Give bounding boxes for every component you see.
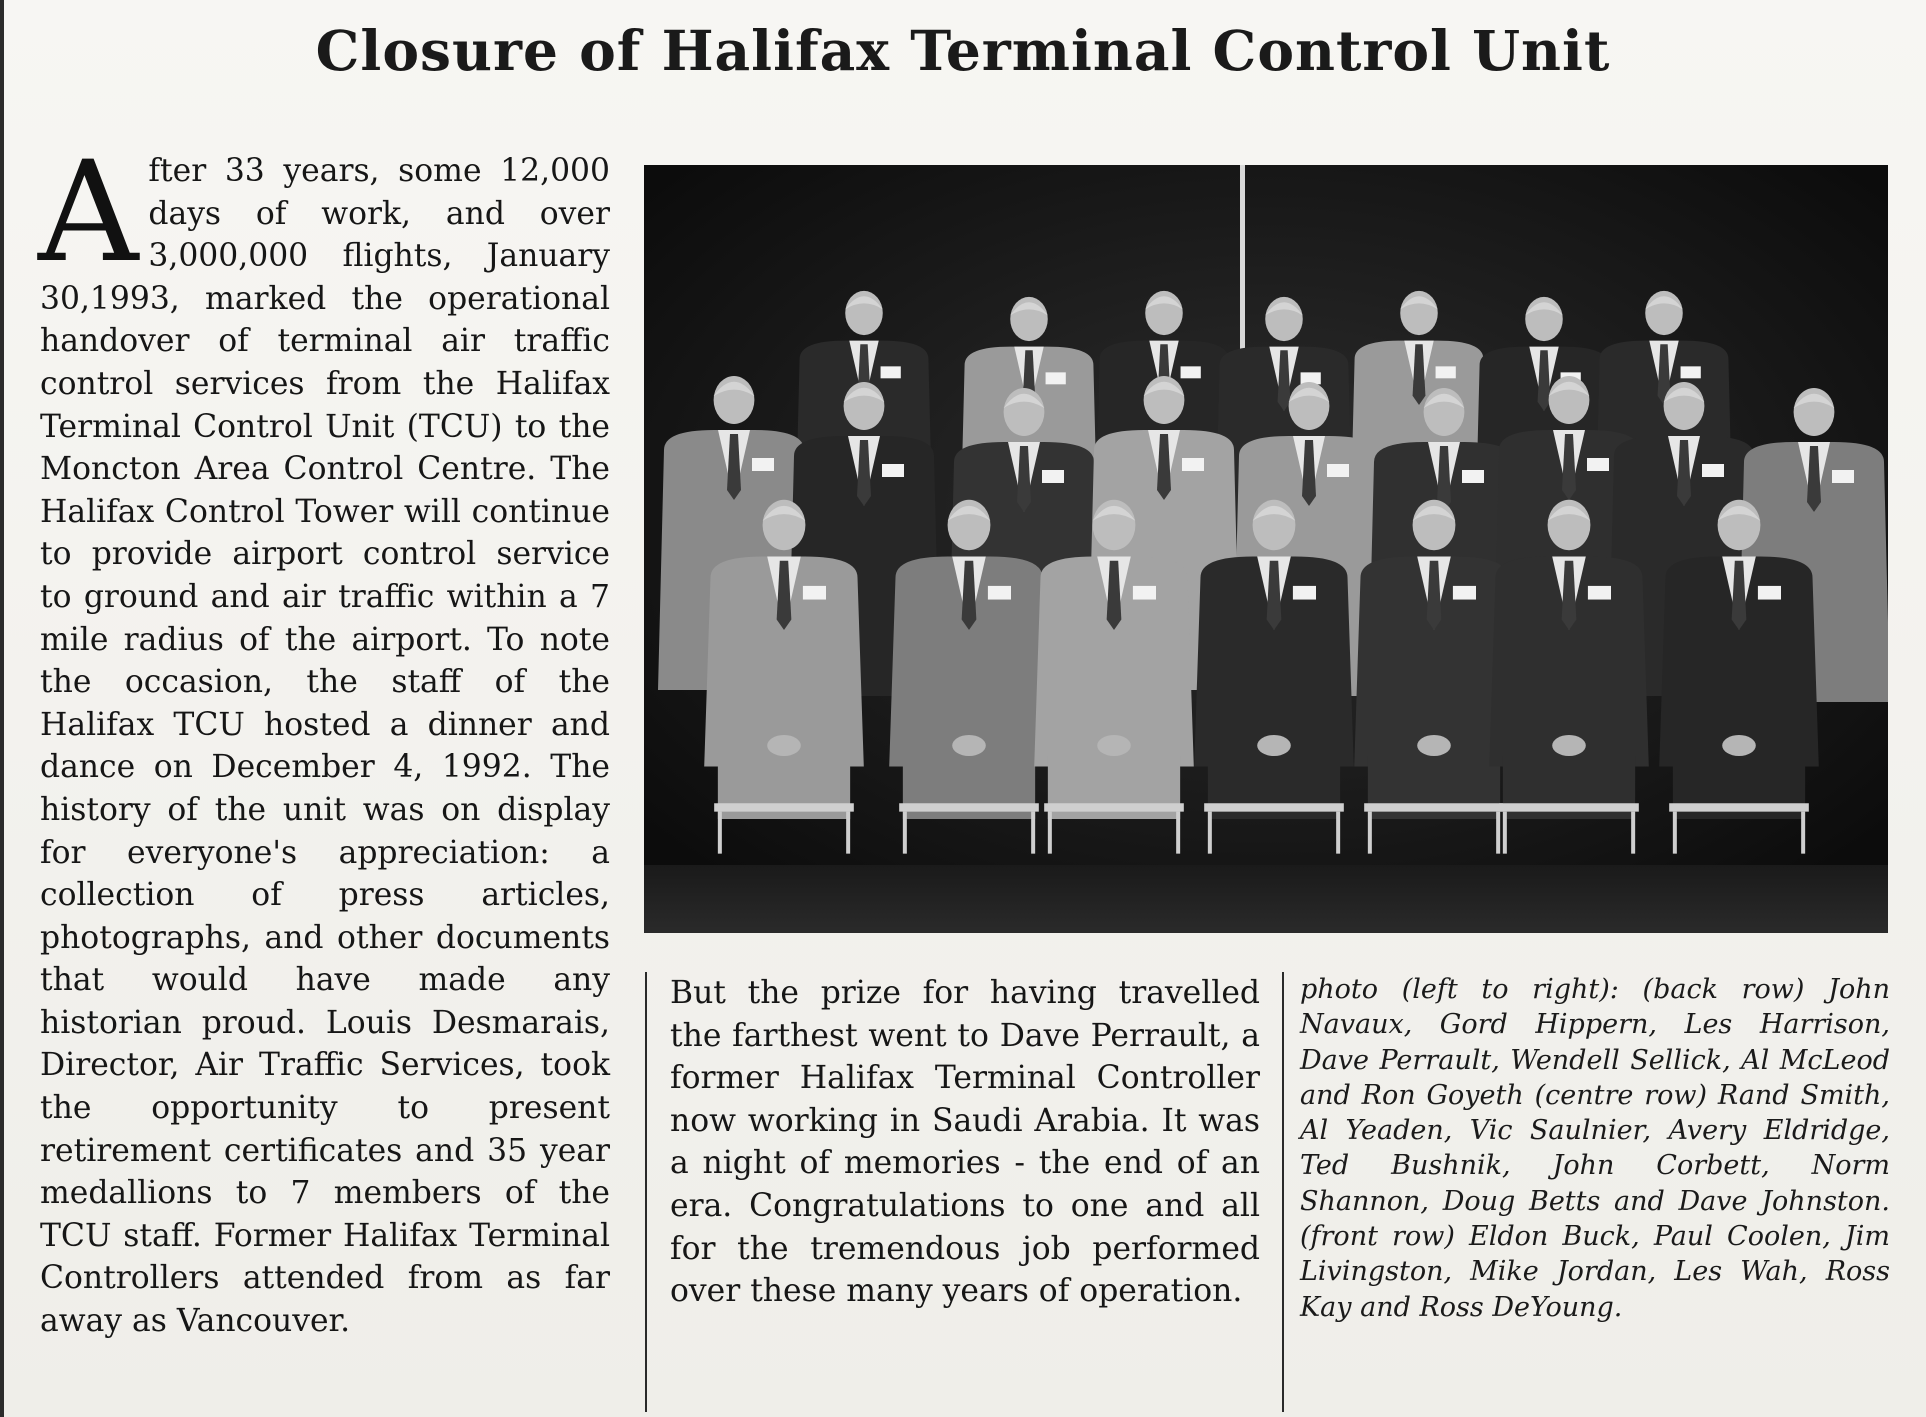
drop-cap: A	[38, 131, 139, 293]
article-column-1	[38, 131, 610, 1343]
column-divider-right	[1282, 972, 1284, 1412]
caption-text: photo (left to right): (back row) John Navaux, Gord Hippern, Les Harrison, Dave Perrault, Wendell Sellick, Al McLeod and Ron Goyeth (centre row) Rand Smith, Al Yeaden, Vic Saulnier, Avery Eldridge, Ted Bushnik, John Corbett, Norm Shannon, Doug Betts and Dave Johnston. (front row) Eldon Buck, Paul Coolen, Jim Livingston, Mike Jordan, Les Wah, Ross Kay and Ross DeYoung.	[1300, 974, 1890, 1323]
column-1-text: fter 33 years, some 12,000 days of work, and over 3,000,000 flights, January 30,1993, marked the operational handover of terminal air traffic control services from the Halifax Terminal Control Unit (TCU) to the Moncton Area Control Centre. The Halifax Control Tower will continue to provide airport control service to ground and air traffic within a 7 mile radius of the airport. To note the occasion, the staff of the Halifax TCU hosted a dinner and dance on December 4, 1992. The history of the unit was on display for everyone's appreciation: a collection of press articles, photographs, and other documents that would have made any historian proud. Louis Desmarais, Director, Air Traffic Services, took the opportunity to present retirement certificates and 35 year medallions to 7 members of the TCU staff. Former Halifax Terminal Controllers attended from as far away as Vancouver.	[40, 153, 610, 1340]
article-column-2	[670, 972, 1260, 1313]
page-edge	[0, 0, 4, 1417]
column-2-text: But the prize for having travelled the farthest went to Dave Perrault, a former Halifax Terminal Controller now working in Saudi Arabia. It was a night of memories - the end of an era. Congratulations to one and all for the tremendous job performed over these many years of operation.	[670, 975, 1260, 1310]
column-divider-left	[645, 972, 647, 1412]
photo-caption	[1300, 972, 1890, 1325]
article-headline: Closure of Halifax Terminal Control Unit	[315, 18, 1611, 83]
group-photo	[644, 165, 1888, 933]
